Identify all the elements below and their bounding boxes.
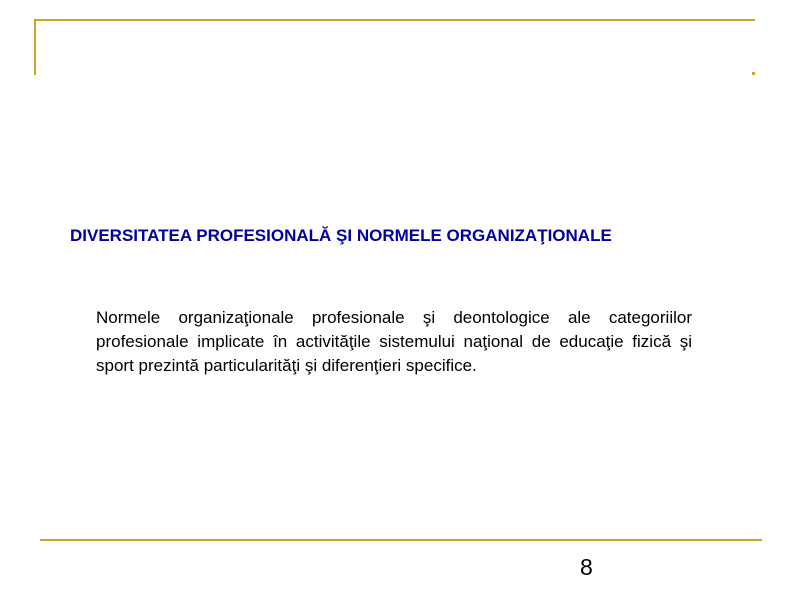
bottom-decorative-line [40, 539, 762, 541]
slide-title: DIVERSITATEA PROFESIONALĂ ŞI NORMELE ORGANIZAŢIONALE [70, 226, 612, 245]
page-number: 8 [580, 554, 593, 580]
decorative-dot [752, 72, 755, 75]
slide-body-text: Normele organizaţionale profesionale şi deontologice ale categoriilor profesionale implicate în activităţile sistemului naţional de educaţie fizică şi sport prezintă particularităţi şi diferenţieri specifice. [96, 308, 692, 375]
top-decorative-line [34, 19, 755, 21]
left-decorative-line [34, 19, 36, 75]
